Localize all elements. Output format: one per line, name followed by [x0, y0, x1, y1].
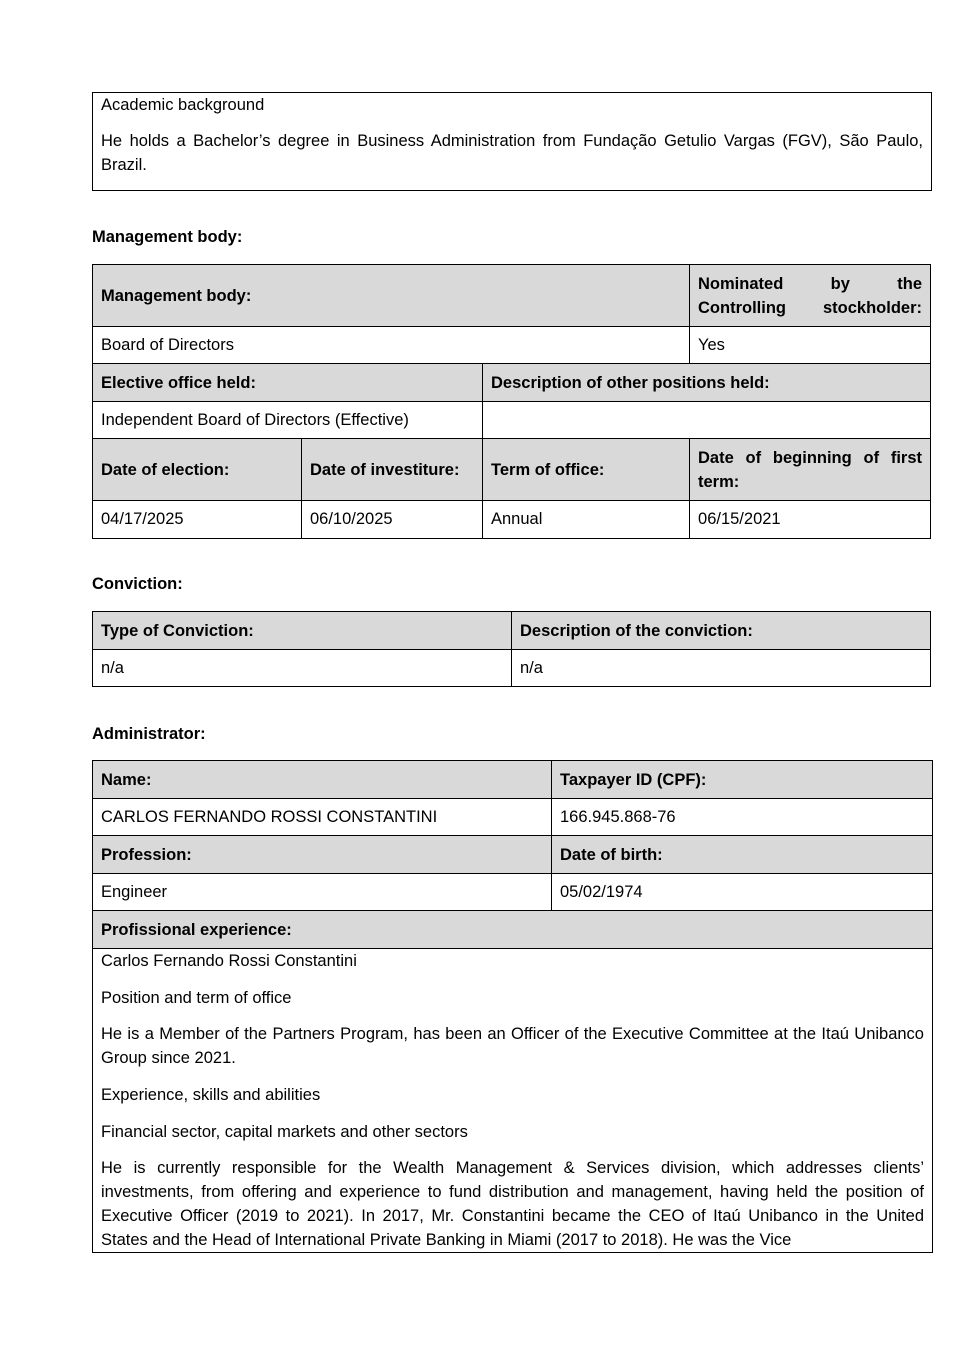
birth-date-value: 05/02/1974: [552, 874, 933, 911]
administrator-table: [92, 760, 933, 1253]
header-conviction-description: Description of the conviction:: [512, 612, 931, 650]
header-term-of-office: Term of office:: [483, 439, 690, 501]
administrator-cpf-value: 166.945.868-76: [552, 799, 933, 836]
administrator-name-value: CARLOS FERNANDO ROSSI CONSTANTINI: [93, 799, 552, 836]
experience-skills-heading: Experience, skills and abilities: [101, 1086, 321, 1104]
header-profession: Profession:: [93, 836, 552, 874]
management-section-title: Management body:: [92, 228, 243, 246]
header-birth-date: Date of birth:: [552, 836, 933, 874]
header-management-body: Management body:: [93, 265, 690, 327]
header-conviction-type: Type of Conviction:: [93, 612, 512, 650]
professional-experience-cell: [93, 949, 933, 1253]
management-table: [92, 264, 931, 539]
academic-background-box: [92, 92, 932, 191]
term-of-office-value: Annual: [483, 501, 690, 539]
academic-text: He holds a Bachelor’s degree in Business Administration from Fundação Getulio Vargas (FGV), São Paulo, Brazil.: [101, 132, 923, 174]
experience-position-heading: Position and term of office: [101, 989, 292, 1007]
header-name: Name:: [93, 761, 552, 799]
header-investiture-date: Date of investiture:: [302, 439, 483, 501]
conviction-table: [92, 611, 931, 687]
experience-detail: He is currently responsible for the Wealth Management & Services division, which addresses clients’ investments, from offering and experience to fund distribution and management, having held the position of Executive Officer (2019 to 2021). In 2017, Mr. Constantini became the CEO of Itaú Unibanco in the United States and the Head of International Private Banking in Miami (2017 to 2018). He was the Vice: [101, 1159, 924, 1249]
header-elective-office: Elective office held:: [93, 364, 483, 402]
nominated-value: Yes: [690, 327, 931, 364]
header-other-positions: Description of other positions held:: [483, 364, 931, 402]
header-nominated-text: Nominated by the Controlling stockholder:: [698, 274, 923, 317]
experience-position-text: He is a Member of the Partners Program, has been an Officer of the Executive Committee at the Itaú Unibanco Group since 2021.: [101, 1025, 924, 1067]
first-term-date-value: 06/15/2021: [690, 501, 931, 539]
conviction-section-title: Conviction:: [92, 575, 183, 593]
header-professional-experience: Profissional experience:: [93, 911, 933, 949]
header-first-term-date: Date of beginning of first term:: [690, 439, 931, 501]
header-cpf: Taxpayer ID (CPF):: [552, 761, 933, 799]
profession-value: Engineer: [93, 874, 552, 911]
election-date-value: 04/17/2025: [93, 501, 302, 539]
management-body-value: Board of Directors: [93, 327, 690, 364]
elective-office-value: Independent Board of Directors (Effective): [93, 402, 483, 439]
investiture-date-value: 06/10/2025: [302, 501, 483, 539]
header-nominated: [690, 265, 931, 327]
academic-heading: Academic background: [101, 96, 265, 114]
conviction-description-value: n/a: [512, 650, 931, 687]
conviction-type-value: n/a: [93, 650, 512, 687]
administrator-section-title: Administrator:: [92, 725, 206, 743]
experience-sectors: Financial sector, capital markets and other sectors: [101, 1123, 468, 1141]
header-election-date: Date of election:: [93, 439, 302, 501]
other-positions-value: [483, 402, 931, 439]
experience-name: Carlos Fernando Rossi Constantini: [101, 952, 357, 970]
